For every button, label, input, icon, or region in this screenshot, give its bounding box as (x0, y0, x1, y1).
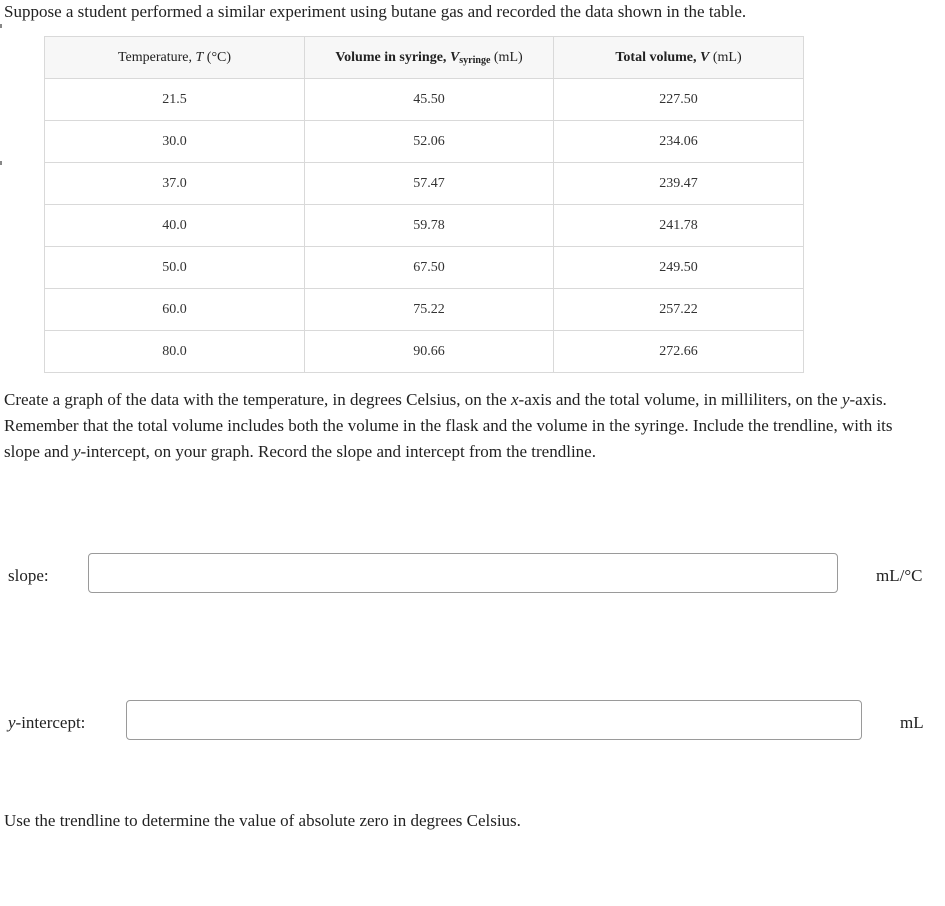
cell-syringe-volume: 57.47 (305, 163, 554, 205)
graph-instructions: Create a graph of the data with the temperature, in degrees Celsius, on the x-axis and the total volume, in milliliters, on the y-axis. Remember that the total volume includes both the volume in the flask and the volume in the syringe. Include the trendline, with its slope and y-intercept, on your graph. Record the slope and intercept from the trendline. (4, 390, 893, 461)
cell-syringe-volume: 52.06 (305, 121, 554, 163)
intercept-label: y-intercept: (8, 713, 86, 732)
cell-temperature: 37.0 (45, 163, 305, 205)
absolute-zero-question: Use the trendline to determine the value of absolute zero in degrees Celsius. (4, 811, 521, 830)
cell-total-volume: 272.66 (554, 331, 804, 373)
header-temperature: Temperature, T (°C) (45, 37, 305, 79)
header-syringe-volume: Volume in syringe, $V_{syringe}$ (mL) (305, 37, 554, 79)
intro-text: Suppose a student performed a similar experiment using butane gas and recorded the data shown in the table. (4, 2, 747, 21)
edge-marker-middle (0, 161, 2, 165)
table-header-row (45, 37, 804, 79)
intercept-unit: mL (900, 713, 924, 732)
cell-total-volume: 227.50 (554, 79, 804, 121)
edge-marker-top (0, 24, 2, 28)
table-row (45, 205, 804, 247)
cell-temperature: 80.0 (45, 331, 305, 373)
cell-total-volume: 249.50 (554, 247, 804, 289)
cell-syringe-volume: 90.66 (305, 331, 554, 373)
slope-label: slope: (8, 566, 49, 585)
data-table (44, 36, 804, 373)
intercept-input[interactable] (126, 700, 862, 740)
cell-total-volume: 257.22 (554, 289, 804, 331)
table-row (45, 79, 804, 121)
cell-total-volume: 239.47 (554, 163, 804, 205)
cell-syringe-volume: 45.50 (305, 79, 554, 121)
cell-syringe-volume: 75.22 (305, 289, 554, 331)
cell-temperature: 50.0 (45, 247, 305, 289)
cell-temperature: 40.0 (45, 205, 305, 247)
table-row (45, 163, 804, 205)
table-row (45, 331, 804, 373)
cell-temperature: 21.5 (45, 79, 305, 121)
cell-syringe-volume: 67.50 (305, 247, 554, 289)
cell-total-volume: 241.78 (554, 205, 804, 247)
header-total-volume: Total volume, V (mL) (554, 37, 804, 79)
cell-total-volume: 234.06 (554, 121, 804, 163)
cell-temperature: 60.0 (45, 289, 305, 331)
slope-unit: mL/°C (876, 566, 923, 585)
cell-temperature: 30.0 (45, 121, 305, 163)
table-row (45, 289, 804, 331)
cell-syringe-volume: 59.78 (305, 205, 554, 247)
slope-input[interactable] (88, 553, 838, 593)
table-row (45, 121, 804, 163)
table-row (45, 247, 804, 289)
